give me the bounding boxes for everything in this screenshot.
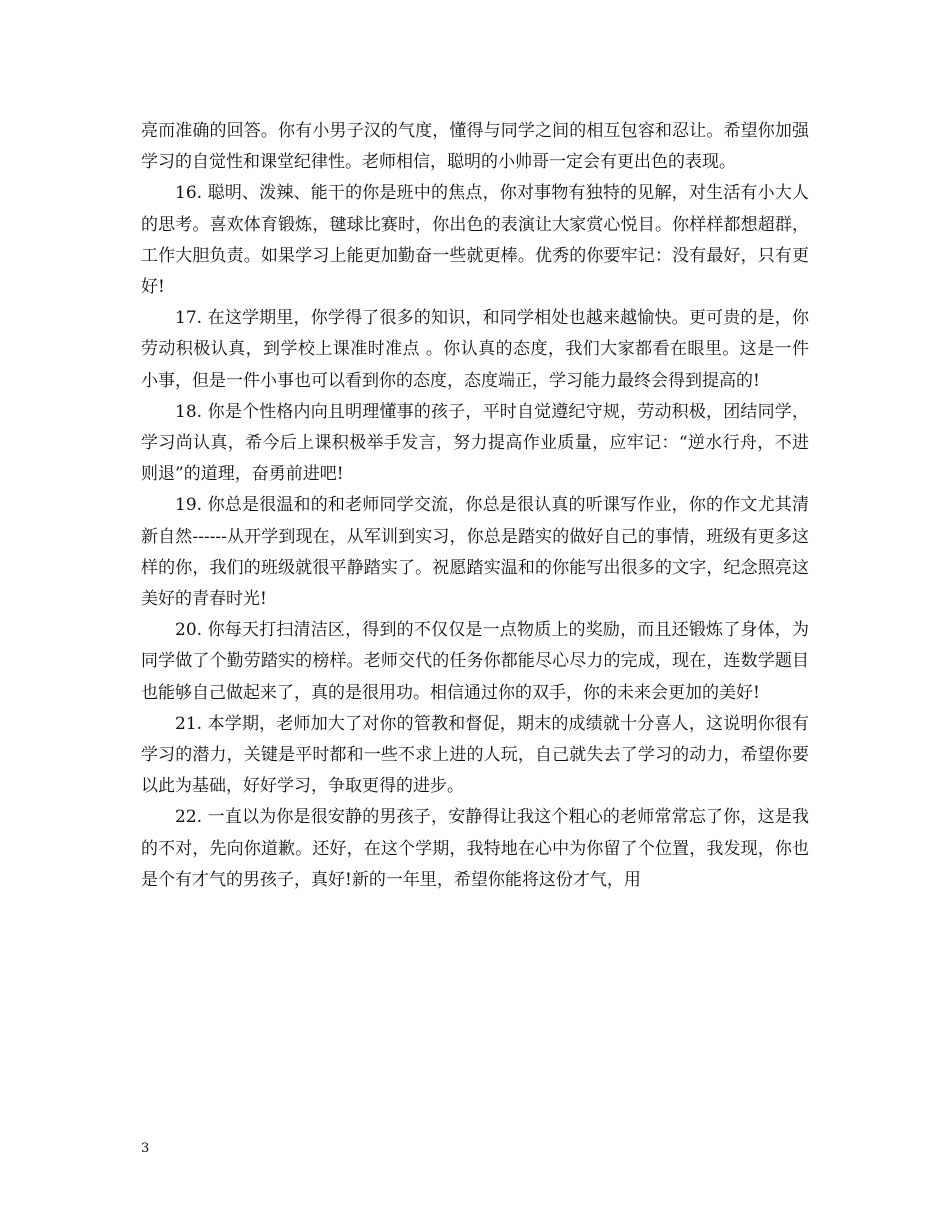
- paragraph-21: 21. 本学期，老师加大了对你的管教和督促，期末的成绩就十分喜人，这说明你很有学习的潜力，关键是平时都和一些不求上进的人玩，自己就失去了学习的动力，希望你要以此为基础，好好学习，争取更得的进步。: [141, 713, 809, 797]
- body-text: [141, 116, 809, 896]
- paragraph-20: 20. 你每天打扫清洁区，得到的不仅仅是一点物质上的奖励，而且还锻炼了身体，为同学做了个勤劳踏实的榜样。老师交代的任务你都能尽心尽力的完成，现在，连数学题目也能够自己做起来了，真的是很用功。相信通过你的双手，你的未来会更加的美好!: [141, 620, 809, 703]
- paragraph-16: 16. 聪明、泼辣、能干的你是班中的焦点，你对事物有独特的见解，对生活有小大人的思考。喜欢体育锻炼，毽球比赛时，你出色的表演让大家赏心悦目。你样样都想超群，工作大胆负责。如果学习上能更加勤奋一些就更棒。优秀的你要牢记：没有最好，只有更好!: [141, 183, 809, 298]
- page-number: 3: [141, 1141, 150, 1156]
- paragraph-18: 18. 你是个性格内向且明理懂事的孩子，平时自觉遵纪守规，劳动积极，团结同学，学习尚认真，希今后上课积极举手发言，努力提高作业质量，应牢记：“逆水行舟，不进则退”的道理，奋勇前进吧!: [141, 401, 809, 485]
- paragraph-continuation: 亮而准确的回答。你有小男子汉的气度，懂得与同学之间的相互包容和忍让。希望你加强学习的自觉性和课堂纪律性。老师相信，聪明的小帅哥一定会有更出色的表现。: [141, 121, 809, 173]
- paragraph-22: 22. 一直以为你是很安静的男孩子，安静得让我这个粗心的老师常常忘了你，这是我的不对，先向你道歉。还好，在这个学期，我特地在心中为你留了个位置，我发现，你也是个有才气的男孩子，真好!新的一年里，希望你能将这份才气，用: [141, 807, 809, 890]
- paragraph-17: 17. 在这学期里，你学得了很多的知识，和同学相处也越来越愉快。更可贵的是，你劳动积极认真，到学校上课准时准点 。你认真的态度，我们大家都看在眼里。这是一件小事，但是一件小事也可以看到你的态度，态度端正，学习能力最终会得到提高的!: [141, 308, 809, 391]
- paragraph-19: 19. 你总是很温和的和老师同学交流，你总是很认真的听课写作业，你的作文尤其清新自然------从开学到现在，从军训到实习，你总是踏实的做好自己的事情，班级有更多这样的你，我们的班级就很平静踏实了。祝愿踏实温和的你能写出很多的文字，纪念照亮这美好的青春时光!: [141, 495, 809, 610]
